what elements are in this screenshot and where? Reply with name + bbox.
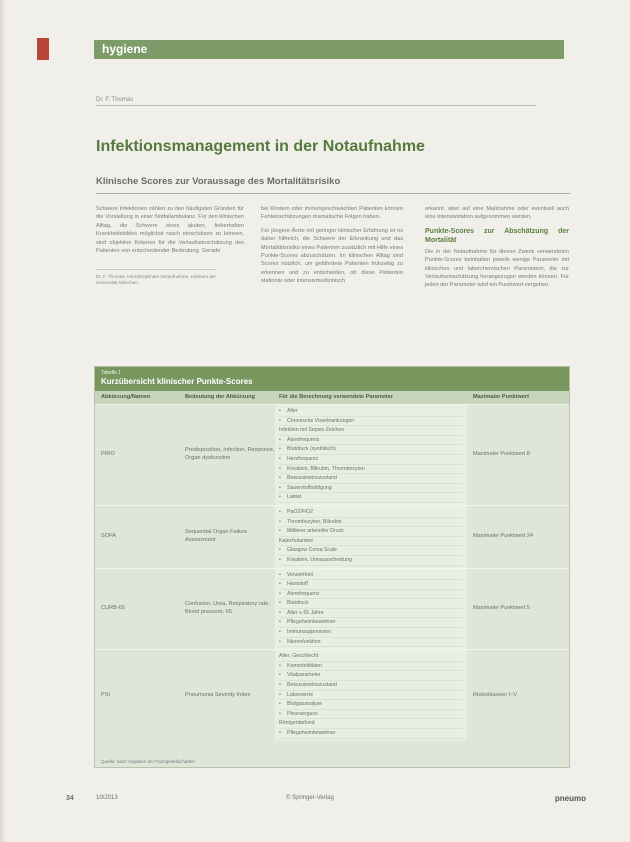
parameter-text: Verwirrtheit	[287, 571, 313, 578]
bullet-icon: •	[279, 518, 281, 525]
cell-abbreviation: PIRO	[101, 451, 115, 458]
bullet-icon: •	[279, 600, 281, 607]
page-footer	[66, 795, 586, 807]
parameter-text: Sauerstoffsättigung	[287, 484, 332, 491]
section-color-tab	[37, 38, 49, 60]
body-paragraph: Die in der Notaufnahme für diesen Zweck verwendeten Punkte-Scores beinhalten jeweils wenige Parameter mit klinischen und laborchemischen Parametern, die zur Verlaufseinschätzung herangezogen werden können. Für jeden der Parameter wird ein Punktwert vergeben.	[425, 248, 569, 289]
parameter-text: Glasgow Coma Scale	[287, 547, 337, 554]
body-paragraph: Für jüngere Ärzte mit geringer klinischer Erfahrung ist es daher hilfreich, die Schwere der Erkrankung und das Mortalitätsrisiko eines Patienten zusätzlich mit Hilfe eines Punkte-Scores abzuschätzen. Im klinischen Alltag sind Scores nützlich, um gefährdete Patienten frühzeitig zu erkennen und zu entscheiden, ob diese Patienten stationär oder intensivmedizinisch	[261, 227, 403, 285]
cell-abbreviation: SOFA	[101, 532, 116, 539]
bullet-icon: •	[279, 730, 281, 736]
table-label: Tabelle 1	[101, 370, 122, 376]
table-column-headers	[95, 391, 569, 404]
section-header: hygiene	[94, 40, 564, 59]
parameter-text: Alter ≥ 65 Jahre	[287, 609, 324, 616]
parameter-item	[279, 671, 463, 681]
parameter-text: Nierenfunktion	[287, 638, 321, 645]
author-line: Dr. F. Thomas	[96, 97, 134, 103]
parameter-text: Bewusstseinszustand	[287, 682, 337, 689]
parameter-text: Blutdruck	[287, 600, 309, 607]
bullet-icon: •	[279, 590, 281, 597]
page-spine-shadow	[0, 0, 6, 842]
cell-abbreviation: CURB-65	[101, 605, 125, 612]
subsection-heading: Punkte-Scores zur Abschätzung der Mortalität	[425, 227, 569, 244]
parameter-item	[279, 493, 463, 503]
bullet-icon: •	[279, 662, 281, 669]
parameter-text: Pflegeheimbewohner	[287, 619, 336, 626]
body-paragraph: Schwere Infektionen zählen zu den häufigsten Gründen für die Vorstellung in einer Notfallambulanz. Für den klinischen Alltag, die Schwere eines akuten, fieberhaften Krankheitsbildes möglichst rasch einschätzen zu können, sind objektive Kriterien für die Verlaufseinschätzung des Patienten von entscheidender Bedeutung. Gerade	[96, 206, 244, 255]
scores-table	[94, 366, 570, 768]
parameter-text: Alter	[287, 408, 298, 414]
bullet-icon: •	[279, 710, 281, 717]
parameter-text: Infektion mit Sepsis-Zeichen	[279, 427, 345, 434]
cell-max-score: Maximaler Punktwert 5	[473, 605, 530, 612]
author-note: Dr. F. Thomas, Interdisziplinäre Notaufnahme, Klinikum der Universität München	[96, 269, 216, 286]
parameter-item	[279, 599, 463, 609]
parameter-text: Katecholamine	[279, 537, 314, 544]
parameter-text: Laktat	[287, 494, 302, 501]
parameter-item	[279, 638, 463, 648]
table-footnote: Quelle: nach Angaben der Fachgesellschaften	[101, 759, 195, 764]
column-header-abbreviation: Abkürzung/Namen	[101, 394, 151, 400]
cell-parameters	[275, 650, 467, 740]
cell-max-score: Risikoklassen I–V	[473, 691, 518, 698]
bullet-icon: •	[279, 547, 281, 554]
parameter-text: Kreatinin, Urinausscheidung	[287, 556, 352, 563]
bullet-icon: •	[279, 494, 281, 501]
bullet-icon: •	[279, 436, 281, 443]
body-column-2	[261, 205, 403, 291]
parameter-item	[279, 455, 463, 465]
table-row	[95, 404, 569, 505]
parameter-item	[279, 700, 463, 710]
bullet-icon: •	[279, 571, 281, 578]
table-row	[95, 505, 569, 568]
parameter-item	[279, 465, 463, 475]
parameter-item	[279, 518, 463, 528]
parameter-item	[279, 445, 463, 455]
bullet-icon: •	[279, 691, 281, 698]
parameter-text: Röntgenbefund	[279, 720, 315, 727]
body-paragraph: bei Kindern oder immungeschwächten Patienten können Fehleinschätzungen dramatische Folgen haben.	[261, 206, 403, 221]
publisher: © Springer-Verlag	[286, 795, 334, 801]
cell-abbreviation: PSI	[101, 691, 111, 698]
cell-meaning: Confusion, Urea, Respiratory rate, Blood pressure, 65	[185, 601, 270, 615]
page-number: 34	[66, 795, 74, 802]
cell-meaning: Sequential Organ Failure Assessment	[185, 529, 248, 543]
bullet-icon: •	[279, 465, 281, 472]
cell-meaning: Predisposition, Infection, Response, Organ dysfunction	[185, 447, 275, 461]
table-row	[95, 649, 569, 740]
table-title: Kurzübersicht klinischer Punkte-Scores	[101, 377, 253, 386]
parameter-item	[279, 556, 463, 566]
parameter-item	[279, 508, 463, 518]
bullet-icon: •	[279, 556, 281, 563]
parameter-text: Immunsuppression	[287, 629, 331, 636]
parameter-item	[279, 662, 463, 672]
bullet-icon: •	[279, 446, 281, 453]
subtitle-divider	[96, 193, 570, 194]
parameter-text: Atemfrequenz	[287, 590, 320, 597]
parameter-item	[279, 719, 463, 729]
parameter-item	[279, 426, 463, 436]
bullet-icon: •	[279, 455, 281, 462]
parameter-text: Kreatinin, Bilirubin, Thrombozyten	[287, 465, 365, 472]
parameter-text: Bewusstseinszustand	[287, 475, 337, 482]
issue-date: 10/2013	[96, 795, 118, 801]
article-title: Infektionsmanagement in der Notaufnahme	[96, 138, 425, 155]
parameter-text: Pleuraerguss	[287, 710, 318, 717]
parameter-item	[279, 652, 463, 662]
parameter-text: Komorbiditäten	[287, 662, 322, 669]
parameter-item	[279, 417, 463, 427]
parameter-item	[279, 590, 463, 600]
parameter-text: Blutgasanalyse	[287, 701, 323, 708]
bullet-icon: •	[279, 609, 281, 616]
parameter-item	[279, 681, 463, 691]
parameter-item	[279, 436, 463, 446]
parameter-item	[279, 484, 463, 494]
cell-parameters	[275, 405, 467, 505]
parameter-item	[279, 580, 463, 590]
parameter-text: Blutdruck (systolisch)	[287, 446, 337, 453]
table-row	[95, 568, 569, 650]
table-body	[95, 404, 569, 741]
bullet-icon: •	[279, 619, 281, 626]
bullet-icon: •	[279, 581, 281, 588]
parameter-text: Mittlerer arterieller Druck	[287, 528, 344, 535]
table-header-bar	[95, 367, 569, 391]
article-subtitle: Klinische Scores zur Voraussage des Mortalitätsrisiko	[96, 176, 341, 187]
bullet-icon: •	[279, 475, 281, 482]
parameter-item	[279, 527, 463, 537]
parameter-text: Laborwerte	[287, 691, 313, 698]
parameter-item	[279, 407, 463, 417]
cell-parameters	[275, 569, 467, 650]
parameter-text: PaO2/FiO2	[287, 508, 313, 515]
parameter-item	[279, 691, 463, 701]
column-header-max-score: Maximaler Punktwert	[473, 394, 529, 400]
parameter-text: Thrombozyten, Bilirubin	[287, 518, 342, 525]
parameter-item	[279, 546, 463, 556]
body-paragraph: erkannt, aber auf eine Maßnahme oder eventuell auch eine Intensivstation aufgenommen werden.	[425, 206, 569, 221]
parameter-text: Harnstoff	[287, 581, 308, 588]
column-header-meaning: Bedeutung der Abkürzung	[185, 394, 256, 400]
bullet-icon: •	[279, 672, 281, 679]
parameter-text: Chronische Vorerkrankungen	[287, 417, 355, 424]
author-divider	[96, 105, 536, 106]
parameter-item	[279, 628, 463, 638]
cell-max-score: Maximaler Punktwert 8	[473, 451, 530, 458]
parameter-item	[279, 729, 463, 739]
parameter-text: Herzfrequenz	[287, 455, 319, 462]
parameter-item	[279, 474, 463, 484]
bullet-icon: •	[279, 508, 281, 515]
parameter-item	[279, 710, 463, 720]
bullet-icon: •	[279, 682, 281, 689]
bullet-icon: •	[279, 638, 281, 645]
parameter-item	[279, 609, 463, 619]
journal-brand: pneumo	[554, 794, 586, 803]
bullet-icon: •	[279, 408, 281, 414]
body-column-3	[425, 205, 569, 295]
parameter-text: Vitalparameter	[287, 672, 321, 679]
bullet-icon: •	[279, 629, 281, 636]
parameter-text: Atemfrequenz	[287, 436, 320, 443]
bullet-icon: •	[279, 701, 281, 708]
bullet-icon: •	[279, 417, 281, 424]
parameter-text: Pflegeheimbewohner	[287, 730, 336, 736]
parameter-text: Alter, Geschlecht	[279, 653, 319, 660]
cell-meaning: Pneumonia Severity Index	[185, 691, 251, 698]
parameter-item	[279, 618, 463, 628]
parameter-item	[279, 537, 463, 547]
bullet-icon: •	[279, 484, 281, 491]
body-column-1	[96, 205, 244, 286]
cell-parameters	[275, 506, 467, 568]
bullet-icon: •	[279, 528, 281, 535]
column-header-parameters: Für die Berechnung verwendete Parameter	[279, 394, 394, 400]
cell-max-score: Maximaler Punktwert 24	[473, 532, 533, 539]
parameter-item	[279, 571, 463, 581]
